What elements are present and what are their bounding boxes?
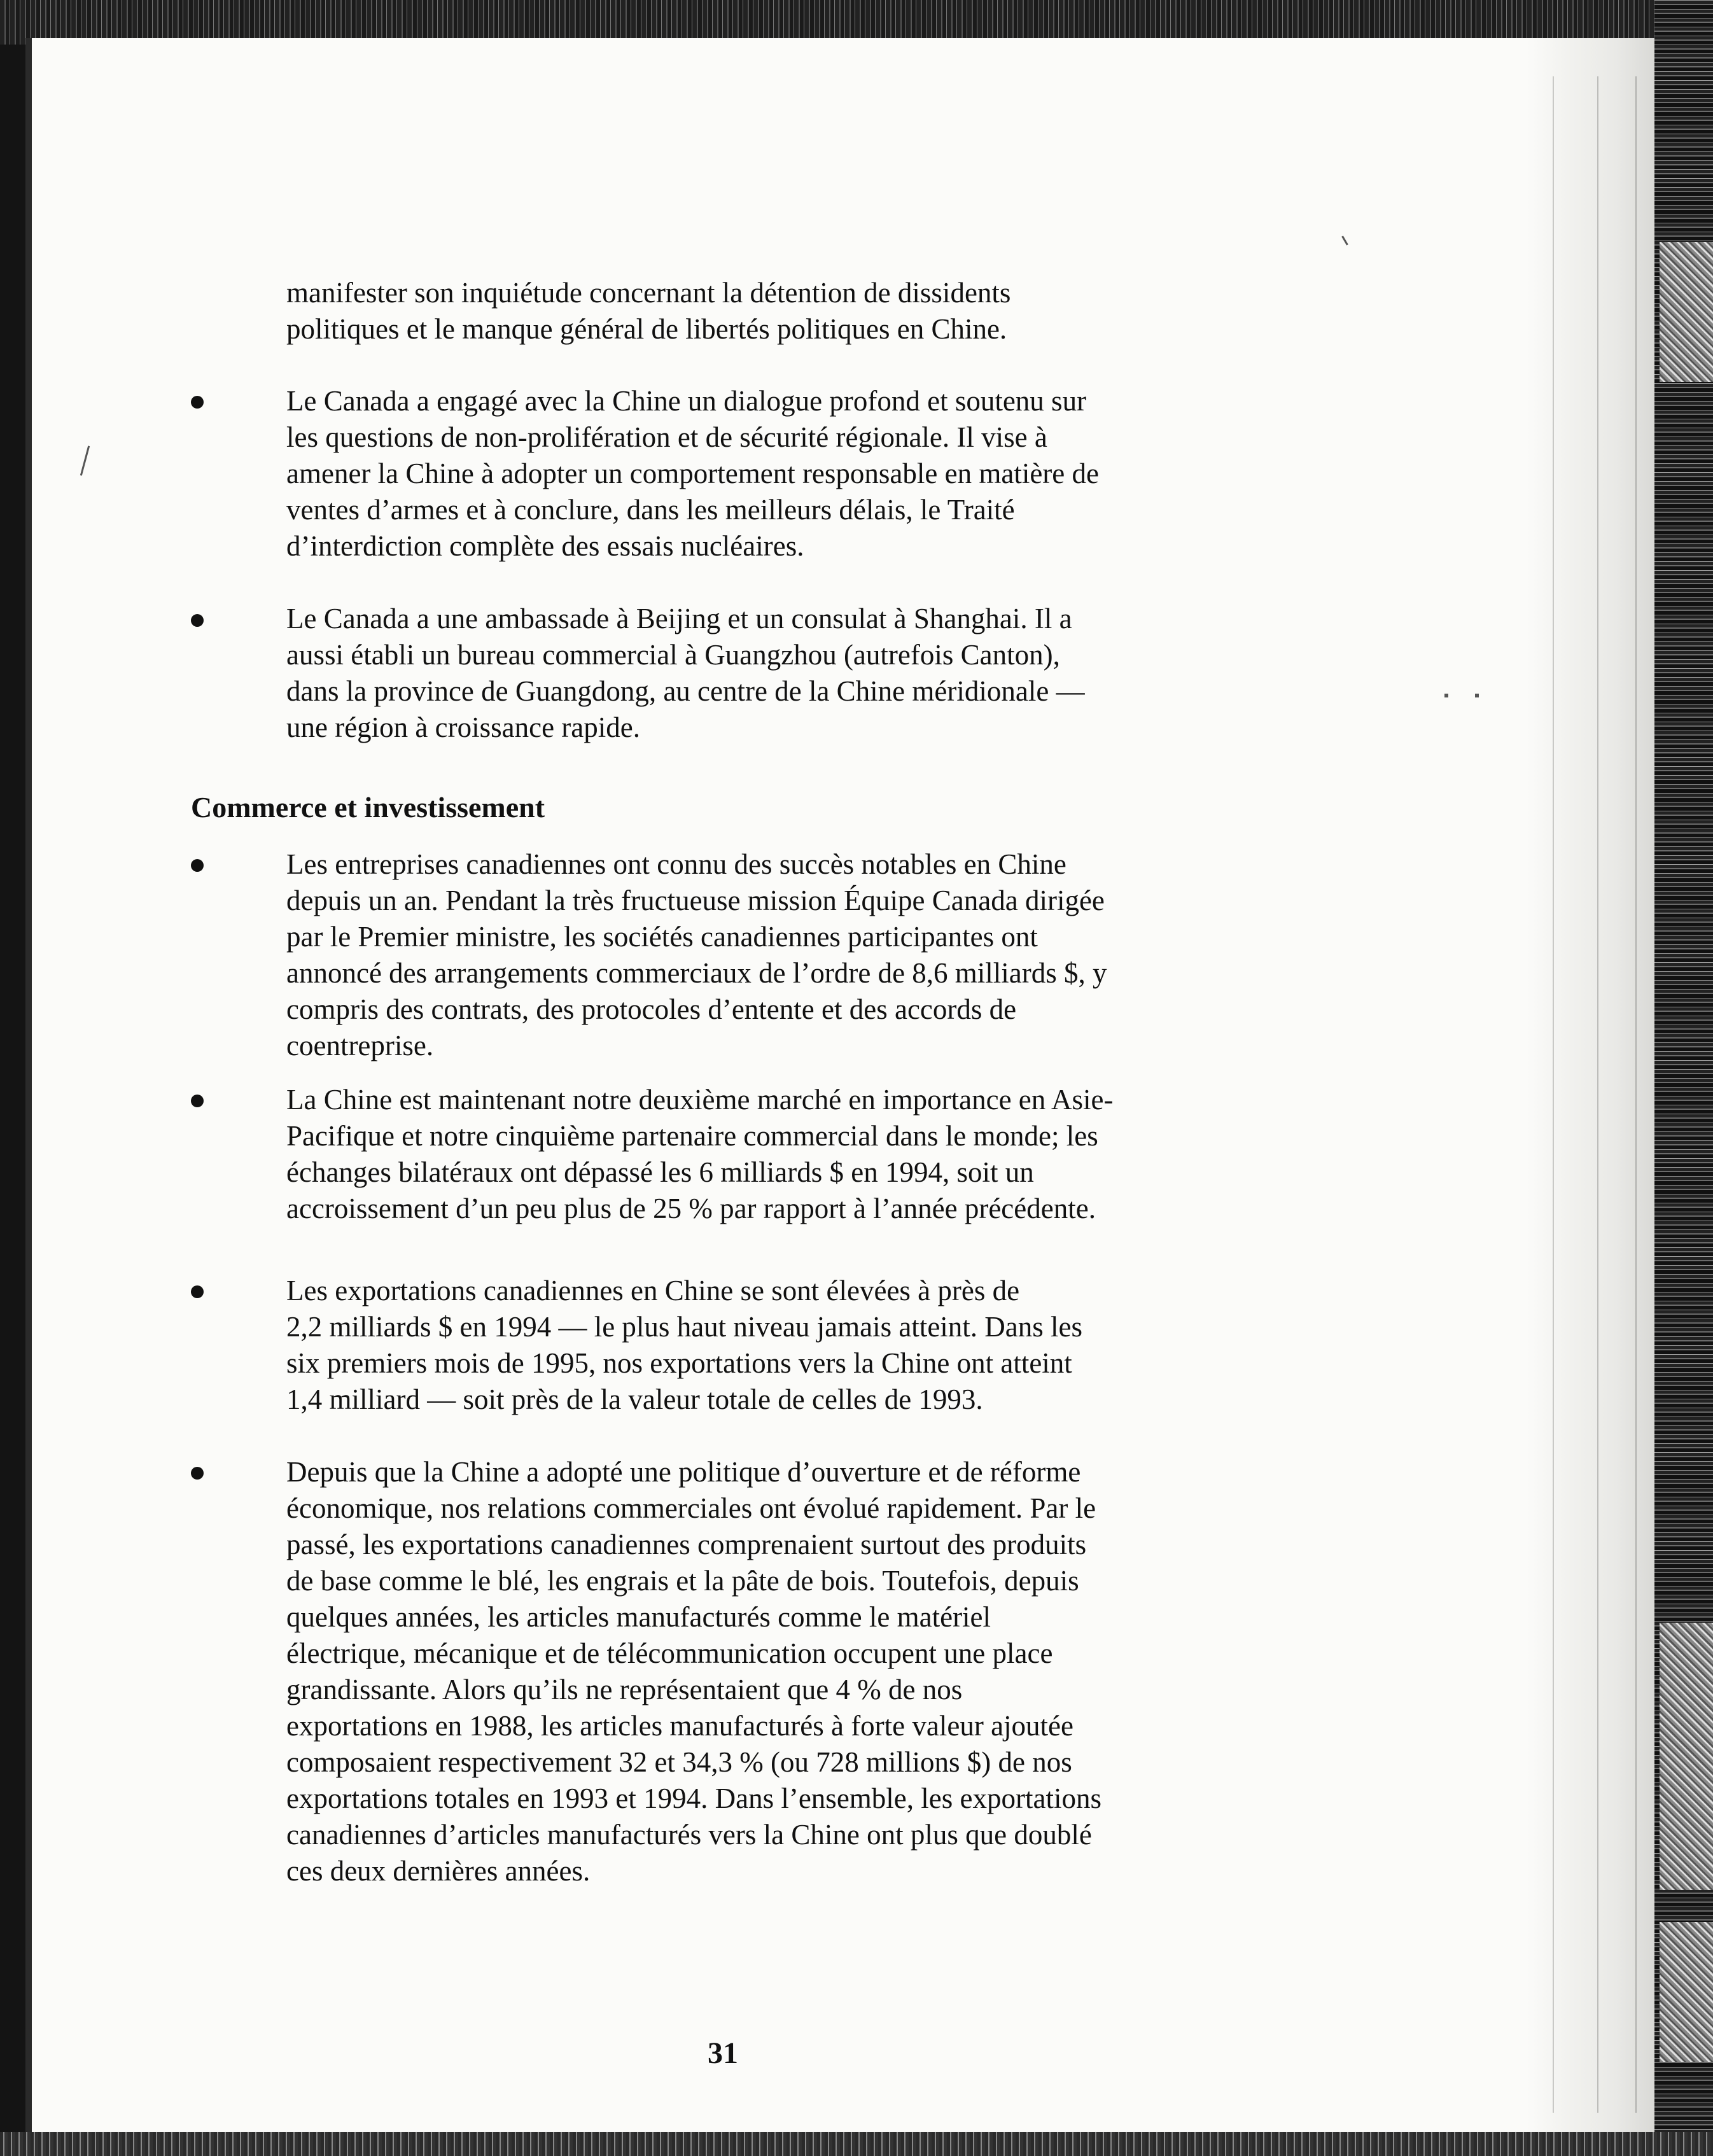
text-line: canadiennes d’articles manufacturés vers la Chine ont plus que doublé xyxy=(286,1819,1092,1851)
text-line: les questions de non-prolifération et de sécurité régionale. Il vise à xyxy=(286,421,1047,453)
text-line: d’interdiction complète des essais nucléaires. xyxy=(286,530,804,562)
text-line: ces deux dernières années. xyxy=(286,1855,591,1887)
text-line: quelques années, les articles manufacturés comme le matériel xyxy=(286,1601,991,1633)
bullet-paragraph-nonproliferation xyxy=(286,383,1279,564)
text-line: coentreprise. xyxy=(286,1030,434,1061)
text-line: amener la Chine à adopter un comportement responsable en matière de xyxy=(286,458,1099,489)
book-edge-patch xyxy=(1660,1922,1713,2062)
text-line: aussi établi un bureau commercial à Guangzhou (autrefois Canton), xyxy=(286,639,1060,671)
text-line: politiques et le manque général de libertés politiques en Chine. xyxy=(286,313,1007,345)
bullet-paragraph-entreprises xyxy=(286,846,1279,1064)
section-heading: Commerce et investissement xyxy=(191,791,545,823)
bullet-marker xyxy=(191,614,204,627)
bullet-marker xyxy=(191,1095,204,1107)
text-line: ventes d’armes et à conclure, dans les meilleurs délais, le Traité xyxy=(286,494,1015,526)
text-line: Le Canada a une ambassade à Beijing et un consulat à Shanghai. Il a xyxy=(286,603,1072,634)
spine-line xyxy=(1553,76,1554,2113)
spine-line xyxy=(1635,76,1637,2113)
bullet-paragraph-marche xyxy=(286,1082,1279,1227)
text-line: économique, nos relations commerciales ont évolué rapidement. Par le xyxy=(286,1492,1096,1524)
text-line: manifester son inquiétude concernant la détention de dissidents xyxy=(286,277,1011,309)
text-line: par le Premier ministre, les sociétés canadiennes participantes ont xyxy=(286,921,1038,953)
text-line: une région à croissance rapide. xyxy=(286,711,640,743)
bullet-paragraph-exportations xyxy=(286,1273,1279,1418)
text-line: composaient respectivement 32 et 34,3 % (ou 728 millions $) de nos xyxy=(286,1746,1072,1778)
text-line: exportations en 1988, les articles manufacturés à forte valeur ajoutée xyxy=(286,1710,1073,1742)
text-line: passé, les exportations canadiennes comprenaient surtout des produits xyxy=(286,1529,1087,1560)
book-edge-patch xyxy=(1660,242,1713,382)
text-line: annoncé des arrangements commerciaux de l’ordre de 8,6 milliards $, y xyxy=(286,957,1107,989)
bullet-paragraph-reforme xyxy=(286,1454,1279,1889)
bullet-paragraph-embassy xyxy=(286,601,1279,746)
text-line: 2,2 milliards $ en 1994 — le plus haut niveau jamais atteint. Dans les xyxy=(286,1311,1083,1343)
text-line: dans la province de Guangdong, au centre de la Chine méridionale — xyxy=(286,675,1085,707)
continuation-paragraph xyxy=(286,275,1279,347)
scan-speck xyxy=(1444,694,1448,697)
text-line: Pacifique et notre cinquième partenaire commercial dans le monde; les xyxy=(286,1120,1098,1152)
text-line: grandissante. Alors qu’ils ne représentaient que 4 % de nos xyxy=(286,1674,963,1705)
book-edge-patch xyxy=(1660,1623,1713,1890)
scan-bottom-border xyxy=(0,2132,1713,2156)
text-line: accroissement d’un peu plus de 25 % par rapport à l’année précédente. xyxy=(286,1193,1096,1224)
text-line: Les entreprises canadiennes ont connu des succès notables en Chine xyxy=(286,848,1066,880)
bullet-marker xyxy=(191,1285,204,1298)
bullet-marker xyxy=(191,859,204,872)
scan-speck xyxy=(1475,694,1479,697)
text-line: compris des contrats, des protocoles d’entente et des accords de xyxy=(286,993,1017,1025)
spine-line xyxy=(1597,76,1598,2113)
text-line: Depuis que la Chine a adopté une politique d’ouverture et de réforme xyxy=(286,1456,1081,1488)
text-line: Le Canada a engagé avec la Chine un dialogue profond et soutenu sur xyxy=(286,385,1087,417)
text-line: de base comme le blé, les engrais et la pâte de bois. Toutefois, depuis xyxy=(286,1565,1079,1597)
text-line: échanges bilatéraux ont dépassé les 6 milliards $ en 1994, soit un xyxy=(286,1156,1034,1188)
bullet-marker xyxy=(191,396,204,409)
text-line: électrique, mécanique et de télécommunication occupent une place xyxy=(286,1637,1053,1669)
page-number: 31 xyxy=(708,2036,738,2070)
text-line: Les exportations canadiennes en Chine se sont élevées à près de xyxy=(286,1275,1020,1306)
text-line: depuis un an. Pendant la très fructueuse mission Équipe Canada dirigée xyxy=(286,885,1105,916)
text-line: six premiers mois de 1995, nos exportations vers la Chine ont atteint xyxy=(286,1347,1072,1379)
text-line: La Chine est maintenant notre deuxième marché en importance en Asie- xyxy=(286,1084,1114,1116)
text-line: exportations totales en 1993 et 1994. Dans l’ensemble, les exportations xyxy=(286,1782,1101,1814)
bullet-marker xyxy=(191,1467,204,1480)
text-line: 1,4 milliard — soit près de la valeur totale de celles de 1993. xyxy=(286,1383,983,1415)
